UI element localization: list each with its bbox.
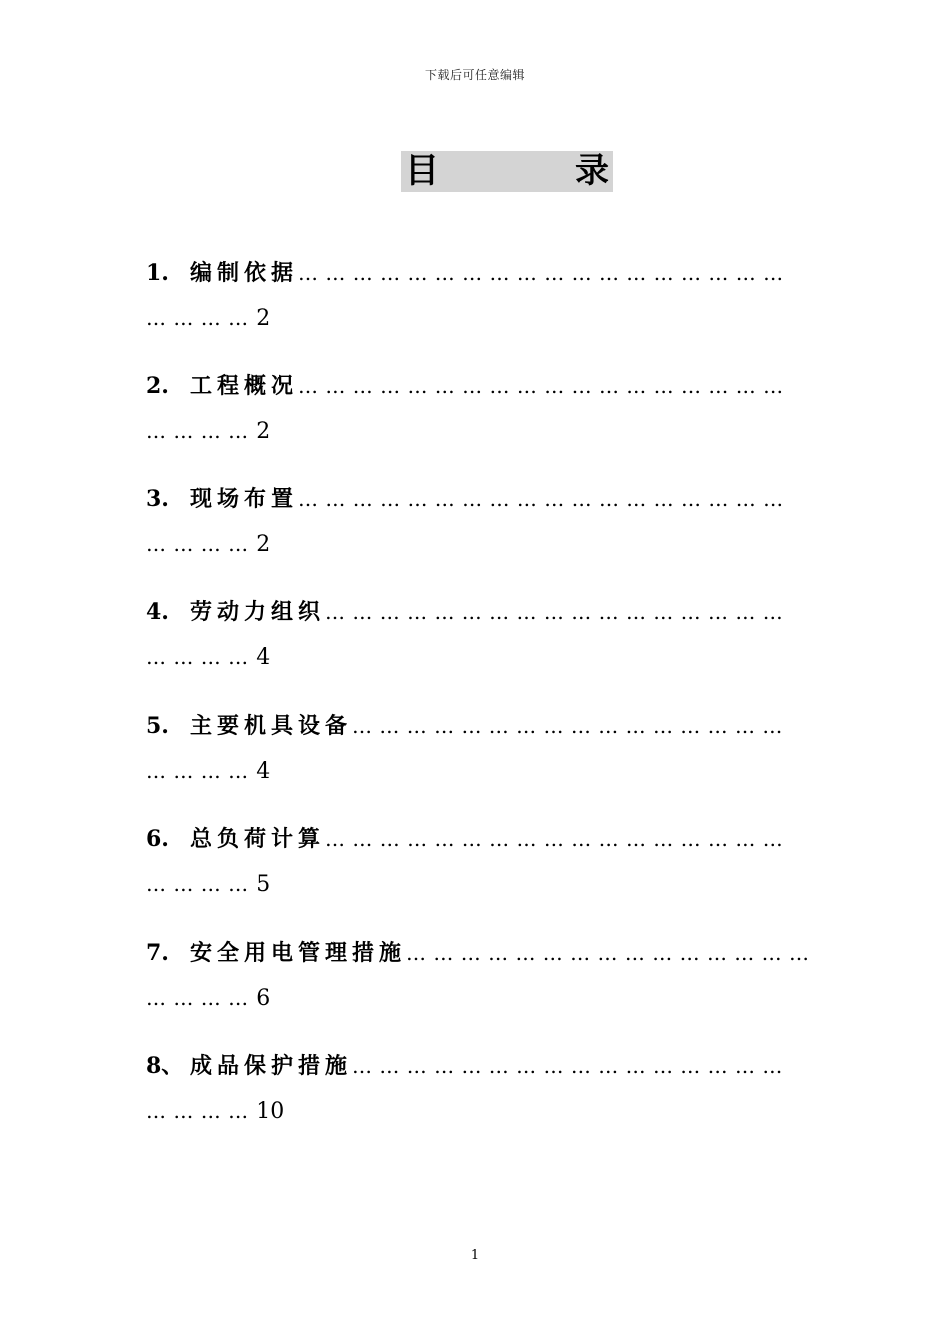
- toc-entry-leader: … … … … … … … … … … … … … … … … …: [325, 827, 784, 851]
- toc-entry-number: 7.: [146, 940, 169, 966]
- toc-entry-page: 10: [256, 1099, 285, 1124]
- toc-entry-leader: … … … … … … … … … … … … … … … … …: [325, 600, 784, 624]
- toc-entry-title: 工程概况: [190, 374, 299, 399]
- toc-entry-leader: … … … … … … … … … … … … … … … … … …: [298, 261, 784, 285]
- toc-entry-page: 4: [256, 645, 271, 670]
- toc-entry-leader: … … … … … … … … … … … … … … … …: [352, 1054, 783, 1078]
- toc-entry-leader: … … … …: [146, 1099, 249, 1123]
- toc-entry-number: 6.: [146, 826, 169, 852]
- toc-entry[interactable]: [146, 824, 866, 899]
- toc-entry-leader: … … … …: [146, 306, 249, 330]
- toc-entry-leader: … … … …: [146, 872, 249, 896]
- toc-entry-number: 2.: [146, 373, 169, 399]
- toc-entry-page: 4: [256, 759, 271, 784]
- toc-entry[interactable]: [146, 597, 866, 672]
- toc-entry[interactable]: [146, 258, 866, 333]
- toc-title-char-1: 目: [405, 151, 439, 191]
- page-number: 1: [470, 1248, 480, 1263]
- toc-entry-leader: … … … … … … … … … … … … … … … … … …: [298, 374, 784, 398]
- toc-entry-title: 总负荷计算: [190, 827, 326, 852]
- toc-entry-leader: … … … … … … … … … … … … … … … …: [352, 714, 783, 738]
- toc-title-char-2: 录: [575, 151, 609, 191]
- toc-entry-leader: … … … …: [146, 532, 249, 556]
- toc-entry[interactable]: [146, 1051, 866, 1126]
- toc-entry-leader: … … … …: [146, 986, 249, 1010]
- toc-title: [401, 151, 613, 192]
- toc-entry-page: 2: [256, 419, 271, 444]
- toc-entry-leader: … … … …: [146, 645, 249, 669]
- toc-entry-number: 4.: [146, 599, 169, 625]
- toc-entry-page: 2: [256, 532, 271, 557]
- toc-entry-title: 劳动力组织: [190, 600, 326, 625]
- toc-entry-title: 成品保护措施: [190, 1054, 353, 1079]
- toc-entry-title: 主要机具设备: [190, 714, 353, 739]
- toc-entry[interactable]: [146, 938, 866, 1013]
- toc-entry-page: 6: [256, 986, 271, 1011]
- toc-entry-title: 现场布置: [190, 487, 299, 512]
- toc-entry-number: 8、: [146, 1053, 184, 1079]
- toc-entry-page: 5: [256, 872, 271, 897]
- toc-entry[interactable]: [146, 711, 866, 786]
- toc-entry-number: 3.: [146, 486, 169, 512]
- toc-entry-title: 安全用电管理措施: [190, 941, 407, 966]
- page-header: 下载后可任意编辑: [424, 68, 525, 82]
- toc-entry-leader: … … … …: [146, 759, 249, 783]
- toc-entry-title: 编制依据: [190, 261, 299, 286]
- toc-entry-number: 5.: [146, 713, 169, 739]
- toc-entry-leader: … … … …: [146, 419, 249, 443]
- toc-entry[interactable]: [146, 371, 866, 446]
- toc-entry-leader: … … … … … … … … … … … … … … … … … …: [298, 487, 784, 511]
- toc-entry[interactable]: [146, 484, 866, 559]
- toc-entry-number: 1.: [146, 260, 169, 286]
- toc-entry-leader: … … … … … … … … … … … … … … …: [406, 941, 810, 965]
- toc-entry-page: 2: [256, 306, 271, 331]
